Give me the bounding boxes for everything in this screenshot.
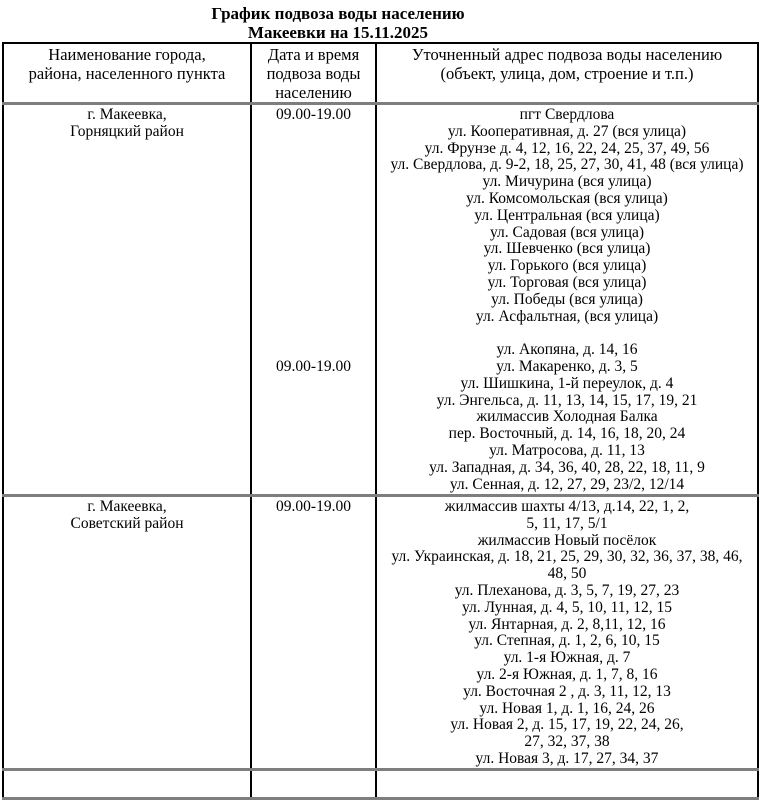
header-line: подвоза воды [266,64,361,83]
address-line: ул. Шишкина, 1-й переулок, д. 4 [460,374,674,392]
address-line: ул. Победы (вся улица) [491,290,643,308]
location-line: г. Макеевка, [87,498,167,515]
time-value: 09.00-19.00 [276,357,351,375]
address-line: ул. Лунная, д. 4, 5, 10, 11, 12, 15 [461,598,673,616]
header-line: Уточненный адрес подвоза воды населению [411,45,723,64]
page-title [0,0,676,42]
location-line: Советский район [70,514,184,532]
table-row-sovetsky [3,496,758,770]
address-cell [376,496,758,770]
header-row [3,43,758,104]
header-line: населению [275,83,352,102]
address-cell [376,104,758,496]
address-line: ул. Свердлова, д. 9-2, 18, 25, 27, 30, 41, 48 (вся улица) [390,156,744,174]
address-line: ул. Восточная 2 , д. 3, 11, 12, 13 [463,682,671,700]
address-line: ул. Шевченко (вся улица) [483,240,651,258]
header-line: района, населенного пункта [28,64,226,83]
header-location [3,43,251,104]
address-line: ул. Горького (вся улица) [487,257,647,275]
location-line: г. Макеевка, [87,106,167,123]
address-line: ул. Западная, д. 34, 36, 40, 28, 22, 18, 11, 9 [429,458,705,476]
address-line: ул. Асфальтная, (вся улица) [475,307,659,325]
schedule-table [2,42,759,800]
address-line: ул. Энгельса, д. 11, 13, 14, 15, 17, 19, 21 [436,391,698,409]
location-cell [3,496,251,770]
address-line: 48, 50 [547,565,587,583]
address-line: 5, 11, 17, 5/1 [526,514,608,532]
header-date-time [251,43,376,104]
time-cell [251,496,376,770]
address-line: ул. Новая 3, д. 17, 27, 34, 37 [475,749,659,767]
location-line: Горняцкий район [70,122,184,140]
address-line: ул. 2-я Южная, д. 1, 7, 8, 16 [476,665,658,683]
address-line: ул. Янтарная, д. 2, 8,11, 12, 16 [468,615,666,633]
address-line: ул. Фрунзе д. 4, 12, 16, 22, 24, 25, 37, 49, 56 [424,139,710,157]
header-address [376,43,758,104]
address-line [377,325,757,342]
address-line: ул. Плеханова, д. 3, 5, 7, 19, 27, 23 [454,581,680,599]
address-line: ул. Новая 1, д. 1, 16, 24, 26 [479,699,655,717]
address-line: ул. Кооперативная, д. 27 (вся улица) [447,122,687,140]
title-line-1: График подвоза воды населению [211,4,465,23]
table-row-gornyatsky [3,104,758,496]
address-line: ул. Садовая (вся улица) [489,223,645,241]
address-line: ул. Мичурина (вся улица) [482,173,652,191]
address-line: жилмассив Холодная Балка [476,408,658,426]
time-value: 09.00-19.00 [276,106,351,123]
address-line: ул. Новая 2, д. 15, 17, 19, 22, 24, 26, [450,716,684,734]
address-line: жилмассив Новый посёлок [477,531,657,549]
header-line: (объект, улица, дом, строение и т.п.) [440,64,694,83]
address-line: ул. Торговая (вся улица) [487,273,647,291]
address-line: ул. Украинская, д. 18, 21, 25, 29, 30, 32, 36, 37, 38, 46, [391,548,743,566]
address-line: ул. Степная, д. 1, 2, 6, 10, 15 [474,632,660,650]
location-cell [3,104,251,496]
header-line: Наименование города, [48,45,206,64]
header-line: Дата и время [267,45,360,64]
address-line: ул. Матросова, д. 11, 13 [489,441,645,459]
address-line: ул. Комсомольская (вся улица) [466,189,668,207]
title-line-2: Макеевки на 15.11.2025 [247,22,429,42]
address-line: ул. Акопяна, д. 14, 16 [496,341,638,359]
address-line: ул. 1-я Южная, д. 7 [503,649,631,667]
address-line: пгт Свердлова [519,106,615,123]
address-line: ул. Сенная, д. 12, 27, 29, 23/2, 12/14 [449,475,685,493]
address-line: жилмассив шахты 4/13, д.14, 22, 1, 2, [444,498,690,515]
address-line: ул. Макаренко, д. 3, 5 [496,357,638,375]
time-cell [251,104,376,496]
address-line: ул. Центральная (вся улица) [474,206,660,224]
address-line: пер. Восточный, д. 14, 16, 18, 20, 24 [448,425,686,443]
address-line: 27, 32, 37, 38 [524,733,610,751]
time-value: 09.00-19.00 [276,498,351,515]
